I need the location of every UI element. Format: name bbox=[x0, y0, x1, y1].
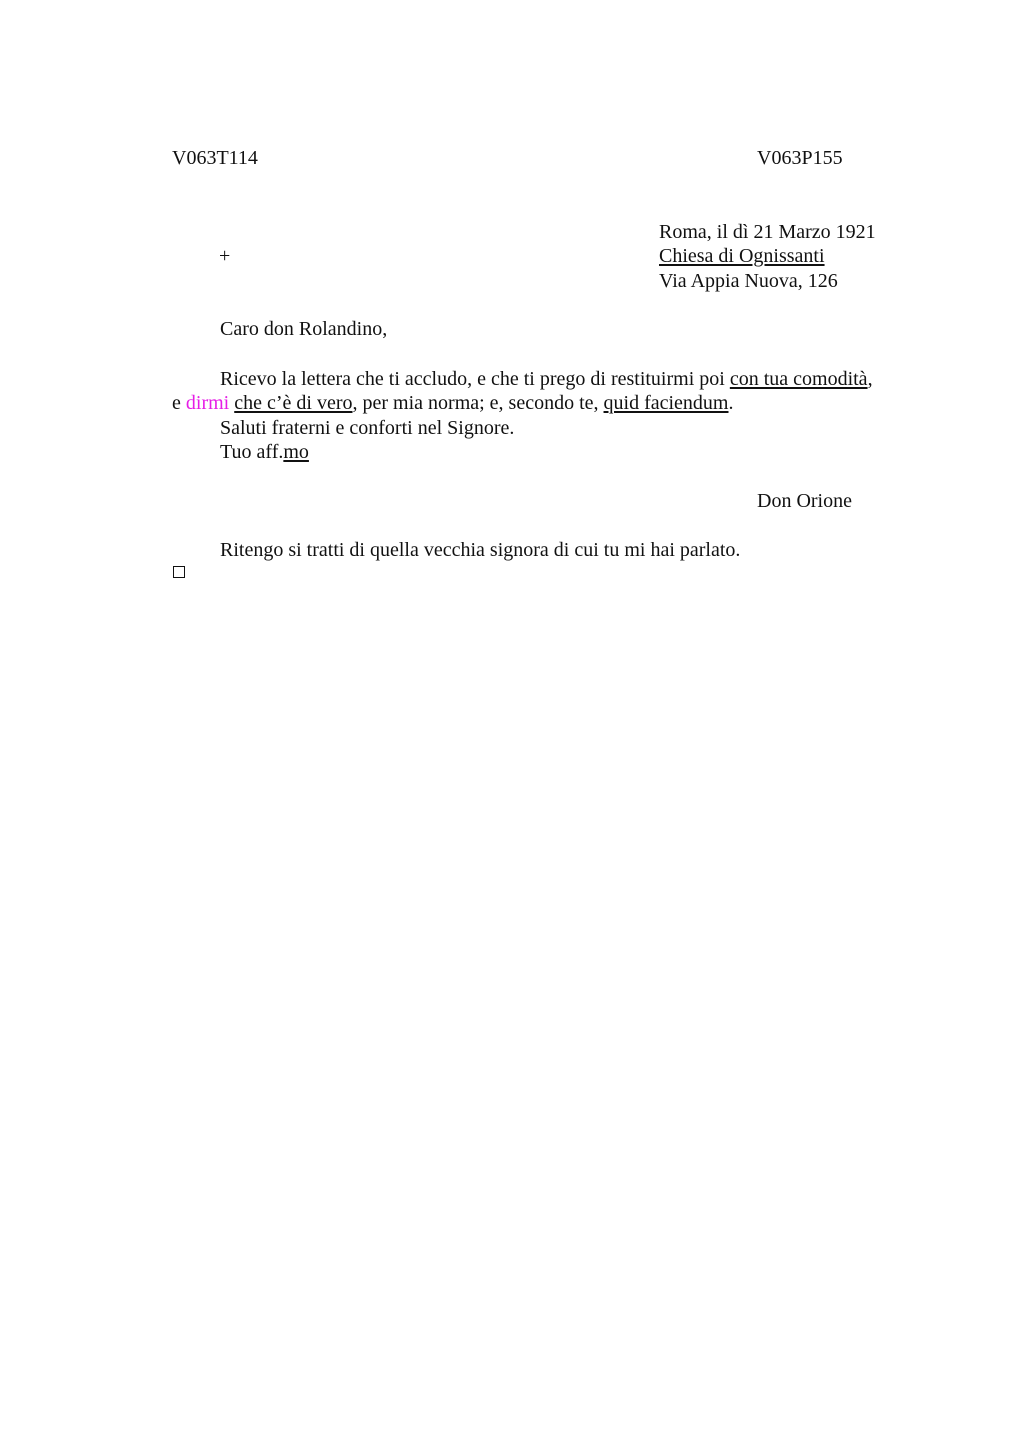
body-line-1-text: Ricevo la lettera che ti accludo, e che ti prego di restituirmi poi bbox=[220, 368, 730, 390]
body-line-2-middle: , per mia norma; e, secondo te, bbox=[352, 392, 604, 414]
document-code-right: V063P155 bbox=[757, 147, 843, 169]
body-line-2-underlined-2: quid faciendum bbox=[603, 392, 729, 414]
body-line-2-end: . bbox=[728, 392, 734, 414]
body-line-2-start: e bbox=[172, 392, 186, 414]
salutation: Caro don Rolandino, bbox=[220, 318, 388, 340]
signature: Don Orione bbox=[757, 490, 852, 512]
letter-date: Roma, il dì 21 Marzo 1921 bbox=[659, 221, 876, 243]
document-code-left: V063T114 bbox=[172, 147, 258, 169]
letter-church: Chiesa di Ognissanti bbox=[659, 245, 825, 267]
body-line-1-underlined: con tua comodità bbox=[729, 368, 868, 390]
highlighted-word: dirmi bbox=[185, 392, 230, 414]
body-line-1-end: , bbox=[867, 368, 873, 390]
body-line-3: Saluti fraterni e conforti nel Signore. bbox=[220, 417, 515, 439]
end-marker-box bbox=[173, 566, 185, 578]
postscript: Ritengo si tratti di quella vecchia signora di cui tu mi hai parlato. bbox=[220, 539, 741, 561]
closing-abbreviation: mo bbox=[283, 441, 309, 463]
closing-text: Tuo aff. bbox=[220, 441, 284, 463]
body-line-2-underlined-1: che c’è di vero bbox=[234, 392, 353, 414]
letter-address: Via Appia Nuova, 126 bbox=[659, 270, 838, 292]
body-line-4 bbox=[220, 440, 309, 464]
cross-symbol: + bbox=[219, 245, 231, 267]
body-line-1 bbox=[220, 367, 873, 391]
body-line-2 bbox=[172, 391, 734, 415]
